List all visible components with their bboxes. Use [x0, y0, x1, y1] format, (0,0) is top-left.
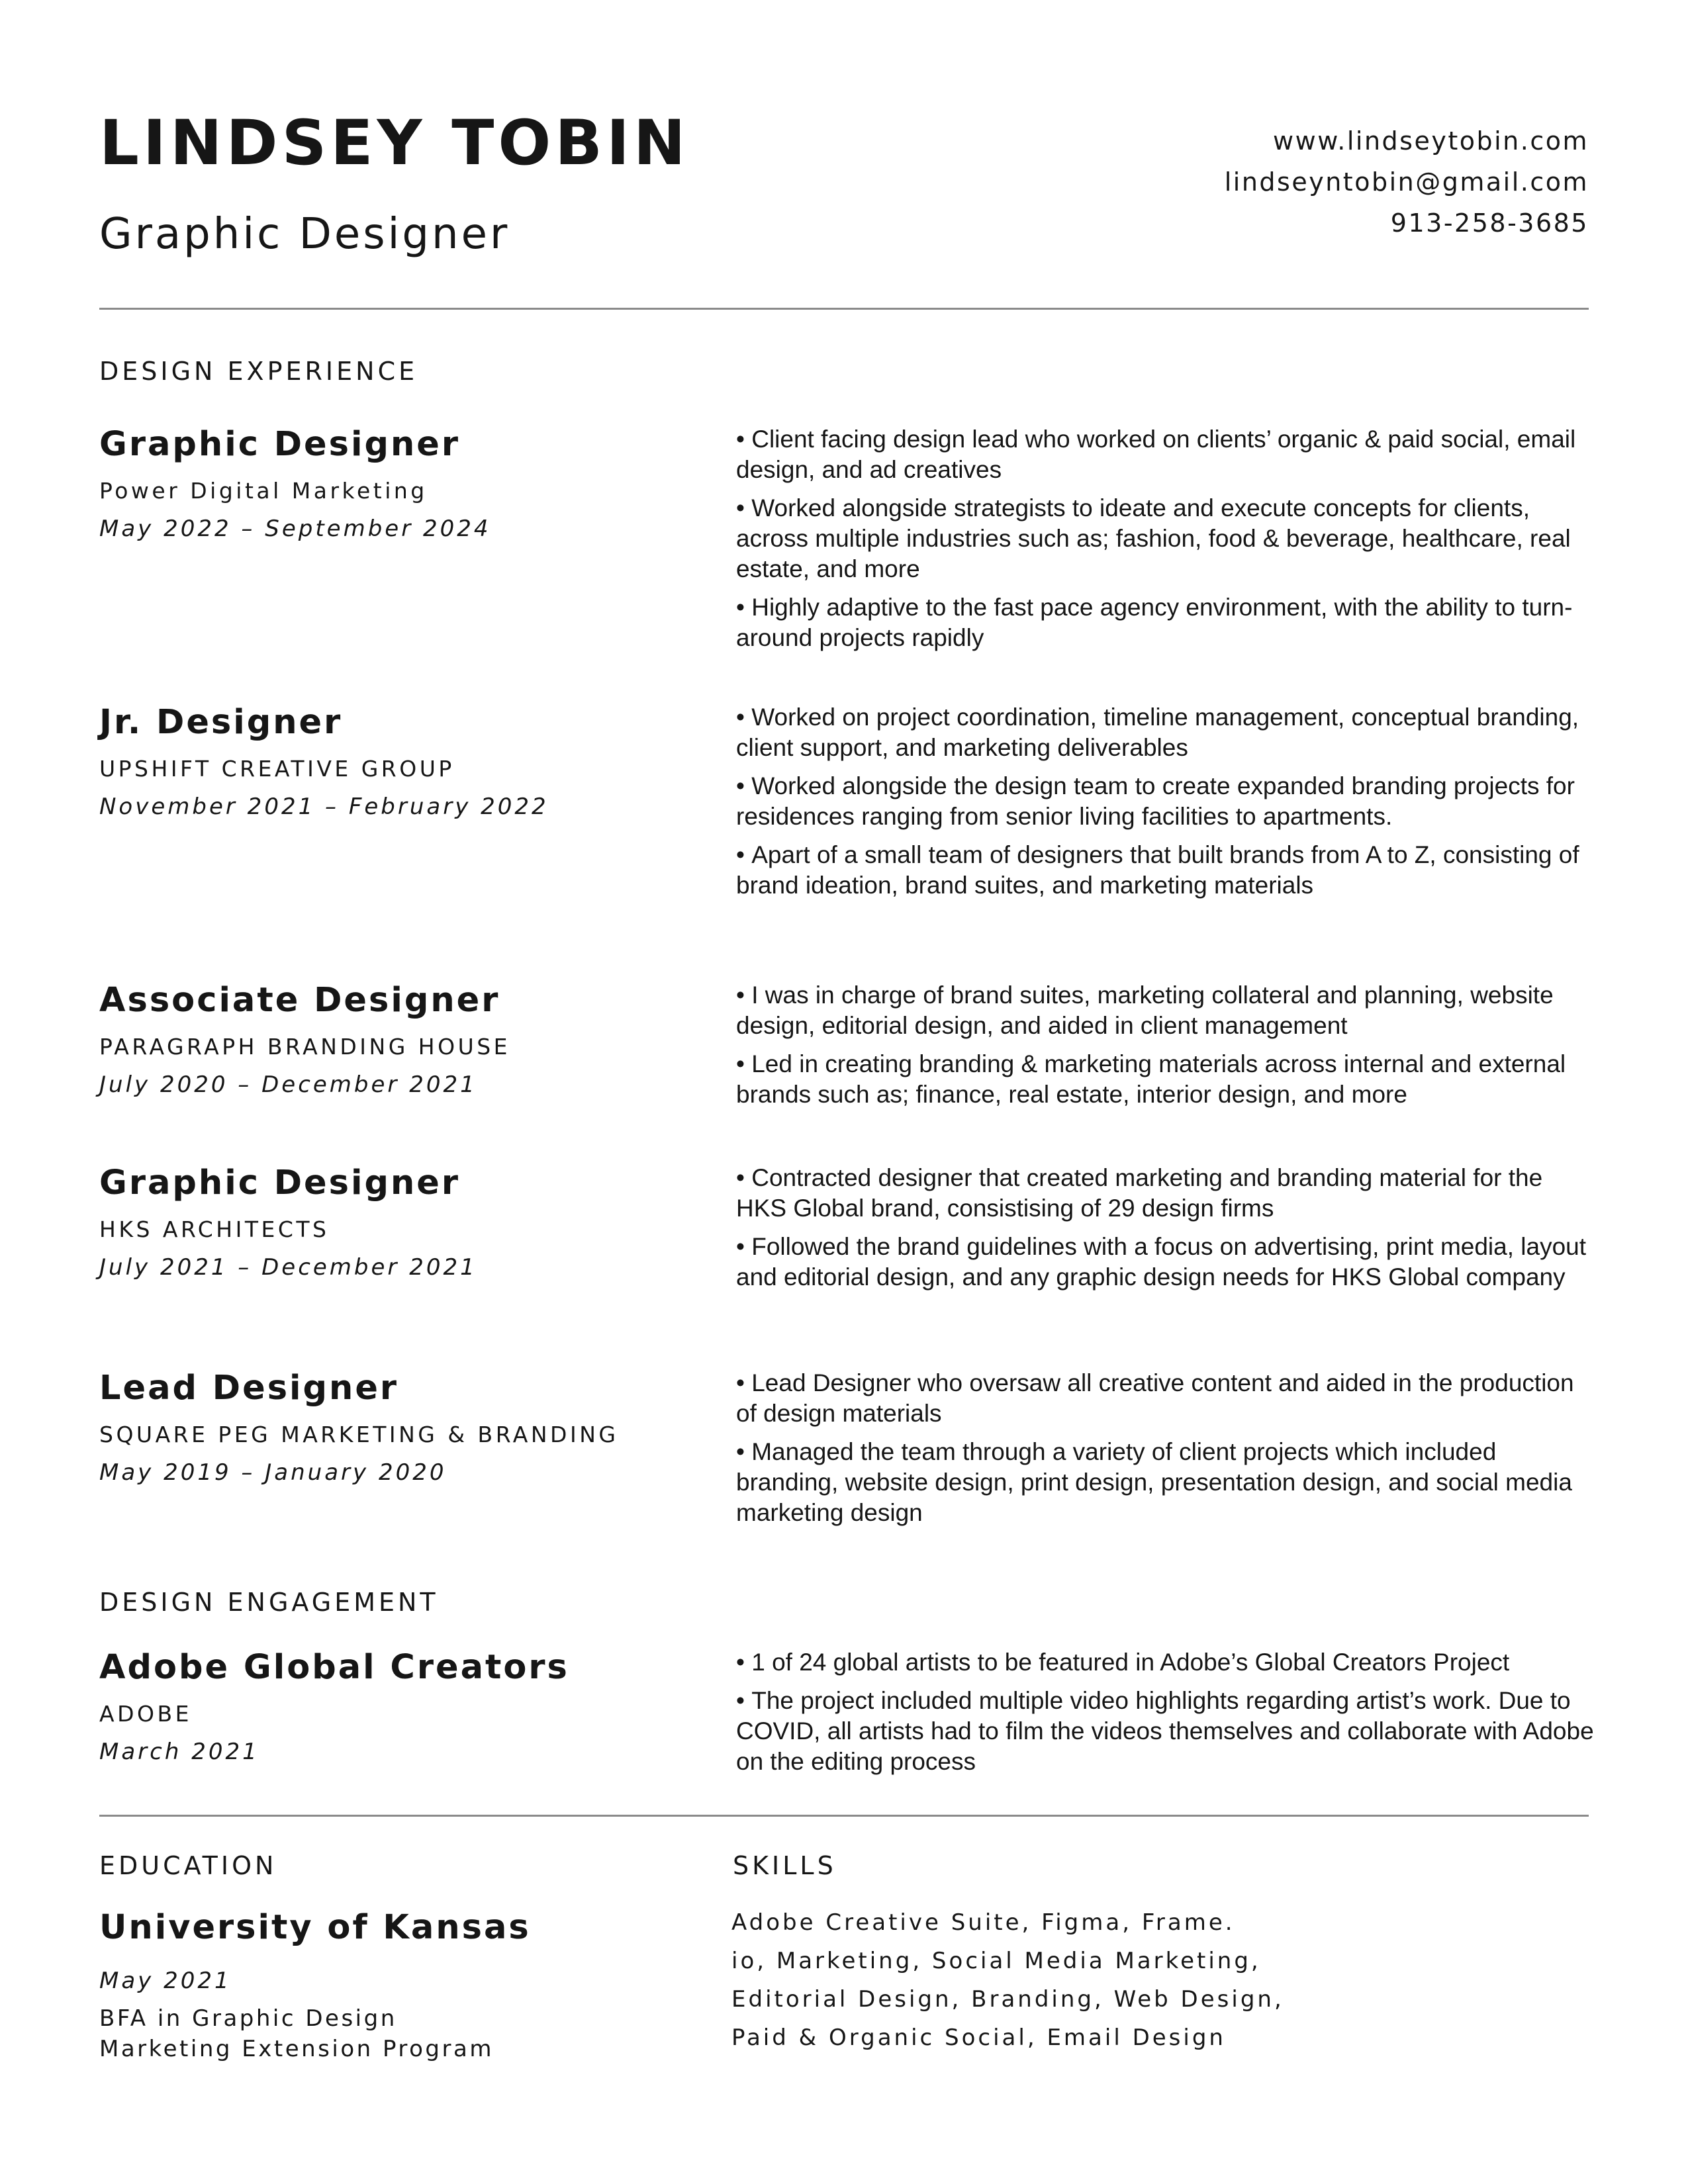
bullet: • Led in creating branding & marketing materials across internal and external brands such as; finance, real estate, interior design, and more: [736, 1049, 1597, 1110]
job-company: Power Digital Marketing: [99, 478, 428, 504]
website-link[interactable]: www.lindseytobin.com: [1273, 126, 1589, 156]
candidate-title: Graphic Designer: [99, 210, 510, 259]
job-dates: July 2020 – December 2021: [99, 1071, 477, 1098]
engagement-company: ADOBE: [99, 1701, 192, 1727]
job-title: Jr. Designer: [99, 703, 343, 742]
skills-line: Adobe Creative Suite, Figma, Frame.: [731, 1909, 1235, 1936]
job-company: PARAGRAPH BRANDING HOUSE: [99, 1034, 511, 1060]
engagement-dates: March 2021: [99, 1739, 259, 1765]
job-dates: May 2019 – January 2020: [99, 1459, 447, 1486]
bullet: • Client facing design lead who worked on clients’ organic & paid social, email design, and ad creatives: [736, 424, 1597, 485]
job-title: Graphic Designer: [99, 425, 461, 464]
email-link[interactable]: lindseyntobin@gmail.com: [1224, 167, 1589, 197]
phone-number: 913-258-3685: [1390, 208, 1589, 238]
bullet: • Worked on project coordination, timeline management, conceptual branding, client support, and marketing deliverables: [736, 702, 1597, 763]
job-3-bullets: [736, 980, 1597, 1118]
skills-line: io, Marketing, Social Media Marketing,: [731, 1948, 1261, 1974]
footer-divider: [99, 1815, 1589, 1817]
bullet: • Lead Designer who oversaw all creative content and aided in the production of design materials: [736, 1368, 1597, 1429]
skills-list: [731, 1903, 1327, 2057]
job-4-bullets: [736, 1163, 1597, 1300]
bullet: • Worked alongside strategists to ideate and execute concepts for clients, across multiple industries such as; fashion, food & beverage, healthcare, real estate, and more: [736, 493, 1597, 584]
bullet: • Highly adaptive to the fast pace agency environment, with the ability to turn-around projects rapidly: [736, 592, 1597, 653]
job-title: Associate Designer: [99, 981, 500, 1020]
graduation-date: May 2021: [99, 1968, 232, 1994]
candidate-name: LINDSEY TOBIN: [99, 107, 690, 179]
engagement-entry: [99, 1648, 695, 1765]
job-1: [99, 425, 695, 542]
job-dates: July 2021 – December 2021: [99, 1254, 477, 1281]
skills-line: Editorial Design, Branding, Web Design,: [731, 1986, 1284, 2013]
bullet: • Contracted designer that created marketing and branding material for the HKS Global brand, consistising of 29 design firms: [736, 1163, 1597, 1224]
job-3: [99, 983, 695, 1096]
degree-details: [99, 2003, 494, 2064]
bullet: • The project included multiple video highlights regarding artist’s work. Due to COVID, all artists had to film the videos themselves and collaborate with Adobe on the editing process: [736, 1686, 1597, 1777]
bullet: • Managed the team through a variety of client projects which included branding, website design, print design, presentation design, and social media marketing design: [736, 1437, 1597, 1528]
program: Marketing Extension Program: [99, 2036, 494, 2062]
job-5: [99, 1371, 695, 1484]
job-2-bullets: [736, 702, 1597, 909]
engagement-bullets: [736, 1647, 1597, 1785]
degree: BFA in Graphic Design: [99, 2005, 397, 2032]
job-company: HKS ARCHITECTS: [99, 1216, 330, 1242]
job-dates: November 2021 – February 2022: [99, 794, 549, 820]
bullet: • Worked alongside the design team to create expanded branding projects for residences ranging from senior living facilities to apartments.: [736, 771, 1597, 832]
job-dates: May 2022 – September 2024: [99, 516, 491, 542]
experience-heading: DESIGN EXPERIENCE: [99, 357, 418, 386]
job-title: Lead Designer: [99, 1369, 399, 1408]
skills-heading: SKILLS: [733, 1851, 837, 1880]
school-name: University of Kansas: [99, 1908, 531, 1947]
bullet: • 1 of 24 global artists to be featured in Adobe’s Global Creators Project: [736, 1647, 1597, 1678]
job-1-bullets: [736, 424, 1597, 661]
job-4: [99, 1163, 695, 1281]
job-5-bullets: [736, 1368, 1597, 1536]
engagement-title: Adobe Global Creators: [99, 1648, 569, 1687]
bullet: • I was in charge of brand suites, marketing collateral and planning, website design, editorial design, and aided in client management: [736, 980, 1597, 1041]
job-title: Graphic Designer: [99, 1163, 461, 1203]
job-company: UPSHIFT CREATIVE GROUP: [99, 756, 455, 782]
skills-line: Paid & Organic Social, Email Design: [731, 2025, 1226, 2051]
job-company: SQUARE PEG MARKETING & BRANDING: [99, 1422, 619, 1447]
bullet: • Followed the brand guidelines with a focus on advertising, print media, layout and editorial design, and any graphic design needs for HKS Global company: [736, 1232, 1597, 1293]
education-heading: EDUCATION: [99, 1851, 277, 1880]
job-2: [99, 705, 695, 818]
engagement-heading: DESIGN ENGAGEMENT: [99, 1588, 439, 1617]
contact-block: [1225, 120, 1589, 244]
bullet: • Apart of a small team of designers that built brands from A to Z, consisting of brand ideation, brand suites, and marketing materials: [736, 840, 1597, 901]
header-divider: [99, 308, 1589, 310]
